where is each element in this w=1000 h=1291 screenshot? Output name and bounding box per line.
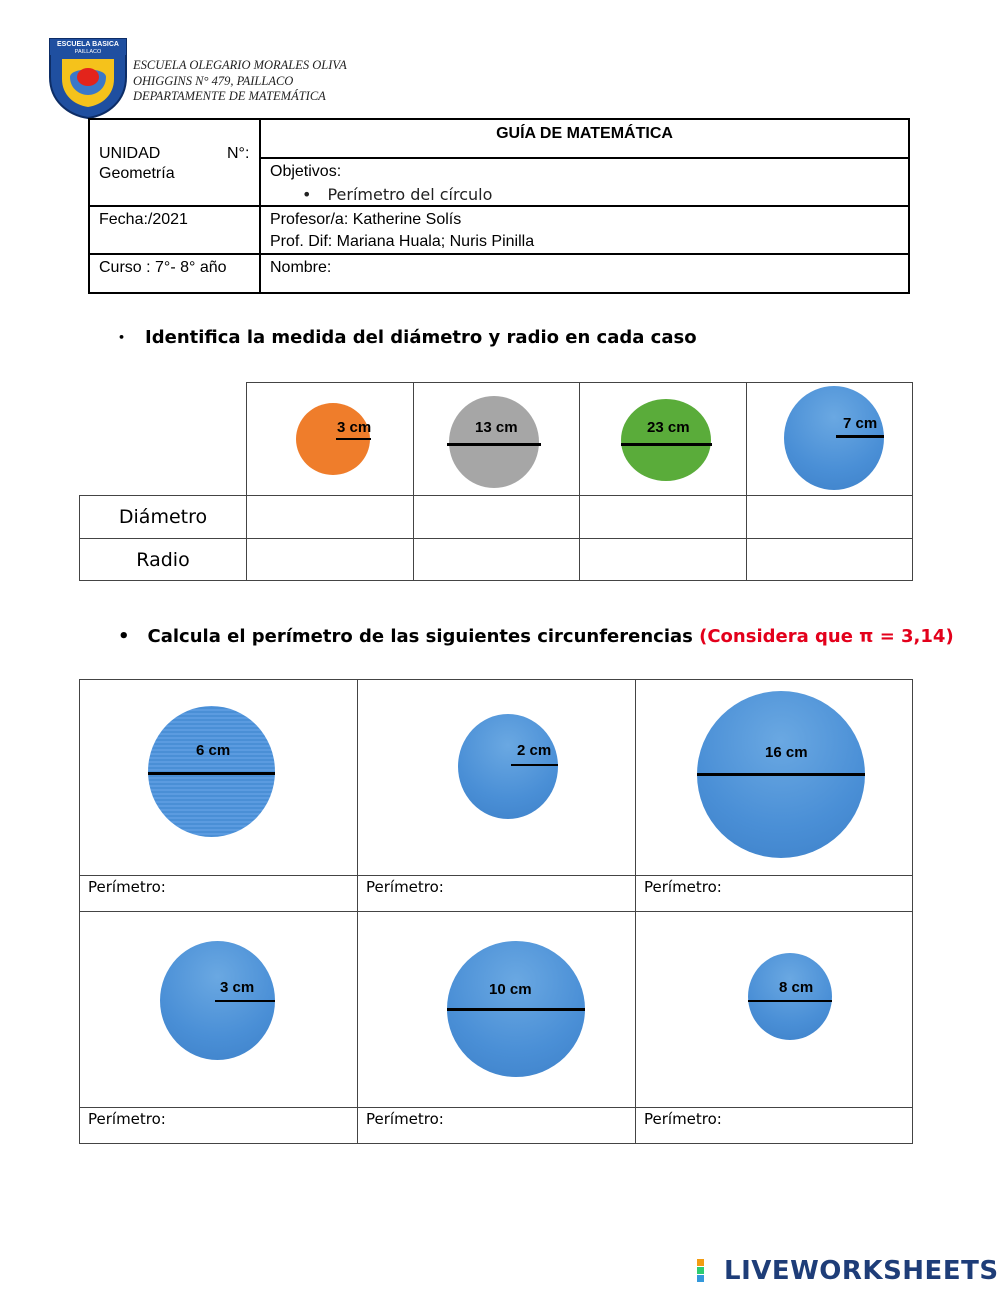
course: Curso : 7°- 8° año	[99, 259, 227, 276]
teacher: Profesor/a: Katherine Solís	[270, 211, 462, 228]
liveworksheets-brand[interactable]: LIVEWORKSHEETS	[724, 1256, 999, 1286]
circle-cell-2	[413, 382, 580, 496]
perimeter-label: Perímetro:	[644, 1110, 722, 1128]
unit-number: N°:	[227, 145, 250, 162]
svg-text:PAILLACO: PAILLACO	[74, 49, 102, 55]
diameter-answer-4[interactable]	[746, 495, 913, 539]
objective-item: • Perímetro del círculo	[302, 185, 493, 204]
row-label-diametro: Diámetro	[79, 495, 247, 539]
blue-circle	[784, 386, 884, 490]
circle-label: 2 cm	[517, 742, 552, 759]
radius-line	[511, 764, 558, 766]
diameter-line	[447, 443, 541, 446]
unit-name: Geometría	[99, 165, 175, 182]
section1-heading	[118, 327, 697, 348]
perimeter-answer-6[interactable]	[635, 1107, 913, 1144]
teacher-dif: Prof. Dif: Mariana Huala; Nuris Pinilla	[270, 233, 535, 250]
perimeter-answer-5[interactable]	[357, 1107, 636, 1144]
diameter-answer-2[interactable]	[413, 495, 580, 539]
perimeter-circle-cell-5	[357, 911, 636, 1108]
guide-header-table	[88, 118, 910, 294]
perimeter-label: Perímetro:	[644, 878, 722, 896]
radius-answer-3[interactable]	[579, 538, 747, 581]
blue-circle	[458, 714, 558, 819]
perimeter-circle-cell-2	[357, 679, 636, 876]
diameter-answer-1[interactable]	[246, 495, 414, 539]
pi-note: (Considera que π = 3,14)	[699, 626, 954, 647]
circle-label: 13 cm	[475, 419, 518, 436]
diameter-line	[447, 1008, 585, 1011]
perimeter-label: Perímetro:	[366, 1110, 444, 1128]
radius-answer-2[interactable]	[413, 538, 580, 581]
circle-label: 10 cm	[489, 981, 532, 998]
green-circle	[621, 399, 711, 481]
section2-heading-text: Calcula el perímetro de las siguientes circunferencias	[147, 626, 700, 647]
radius-line	[215, 1000, 275, 1002]
perimeter-circle-cell-3	[635, 679, 913, 876]
perimeter-label: Perímetro:	[366, 878, 444, 896]
row-label-radio: Radio	[79, 538, 247, 581]
circle-cell-3	[579, 382, 747, 496]
perimeter-circle-cell-4	[79, 911, 358, 1108]
section1-bullet: •	[118, 331, 126, 344]
liveworksheets-icon	[697, 1259, 721, 1283]
diameter-answer-3[interactable]	[579, 495, 747, 539]
blue-circle	[748, 953, 832, 1040]
guide-title: GUÍA DE MATEMÁTICA	[496, 125, 673, 142]
school-info	[133, 58, 347, 105]
circle-label: 7 cm	[843, 415, 878, 432]
diameter-line	[697, 773, 865, 776]
perimeter-circle-cell-1	[79, 679, 358, 876]
circle-label: 3 cm	[337, 419, 372, 436]
perimeter-answer-2[interactable]	[357, 875, 636, 912]
radius-line	[336, 438, 371, 440]
date-field[interactable]: Fecha:/2021	[99, 211, 188, 228]
school-name: ESCUELA OLEGARIO MORALES OLIVA	[133, 58, 347, 72]
school-logo	[48, 37, 128, 119]
circle-label: 23 cm	[647, 419, 690, 436]
diameter-line	[748, 1000, 832, 1002]
diameter-line	[621, 443, 712, 446]
section2-heading	[118, 626, 954, 647]
unit-label: UNIDAD	[99, 145, 161, 162]
perimeter-label: Perímetro:	[88, 878, 166, 896]
radius-line	[836, 435, 884, 438]
circle-label: 6 cm	[196, 742, 231, 759]
student-name-field[interactable]: Nombre:	[270, 259, 332, 276]
school-department: DEPARTAMENTE DE MATEMÁTICA	[133, 89, 326, 103]
perimeter-circle-cell-6	[635, 911, 913, 1108]
objectives-label: Objetivos:	[270, 163, 342, 180]
radius-answer-1[interactable]	[246, 538, 414, 581]
radius-answer-4[interactable]	[746, 538, 913, 581]
objective-item-text: Perímetro del círculo	[327, 185, 493, 204]
svg-text:ESCUELA BASICA: ESCUELA BASICA	[57, 41, 119, 48]
perimeter-label: Perímetro:	[88, 1110, 166, 1128]
section1-heading-text: Identifica la medida del diámetro y radio en cada caso	[145, 327, 697, 348]
school-address: OHIGGINS N° 479, PAILLACO	[133, 73, 294, 88]
circle-label: 3 cm	[220, 979, 255, 996]
diameter-line	[148, 772, 275, 775]
diameter-radius-table	[79, 382, 913, 581]
circle-cell-4	[746, 382, 913, 496]
circle-label: 16 cm	[765, 744, 808, 761]
perimeter-answer-1[interactable]	[79, 875, 358, 912]
circle-label: 8 cm	[779, 979, 814, 996]
section2-bullet: •	[118, 626, 130, 647]
perimeter-answer-3[interactable]	[635, 875, 913, 912]
circle-cell-1	[246, 382, 414, 496]
gray-circle	[449, 396, 539, 488]
perimeter-answer-4[interactable]	[79, 1107, 358, 1144]
